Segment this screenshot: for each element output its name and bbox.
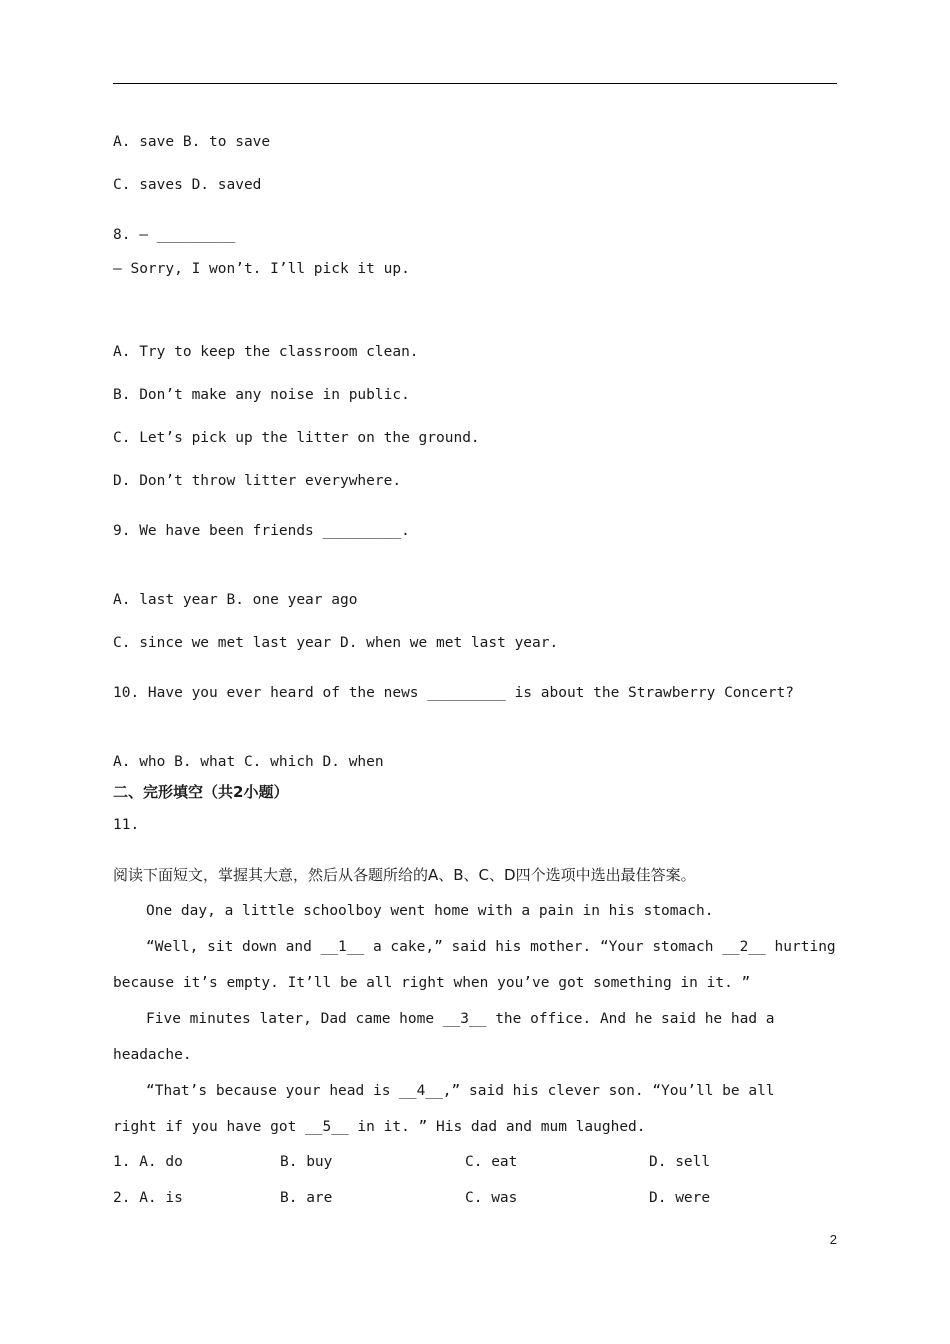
passage-line: Five minutes later, Dad came home __3__ the office. And he said he had a <box>146 1011 775 1027</box>
answer-option-d: D. sell <box>649 1154 711 1170</box>
q9-stem: 9. We have been friends _________. <box>113 523 410 539</box>
section-title: 二、完形填空（共2小题） <box>113 783 289 801</box>
q7-option-line: C. saves D. saved <box>113 177 262 193</box>
passage-line: “That’s because your head is __4__,” said his clever son. “You’ll be all <box>146 1083 775 1099</box>
answer-option-a: 1. A. do <box>113 1154 183 1170</box>
q10-stem: 10. Have you ever heard of the news _________ is about the Strawberry Concert? <box>113 685 794 701</box>
passage-line: because it’s empty. It’ll be all right when you’ve got something in it. ” <box>113 975 751 991</box>
q8-option: A. Try to keep the classroom clean. <box>113 344 419 360</box>
answer-option-d: D. were <box>649 1190 711 1206</box>
page-number: 2 <box>829 1232 837 1247</box>
passage-line: “Well, sit down and __1__ a cake,” said his mother. “Your stomach __2__ hurting <box>146 939 836 955</box>
answer-option-c: C. eat <box>465 1154 518 1170</box>
instruction: 阅读下面短文，掌握其大意，然后从各题所给的A、B、C、D四个选项中选出最佳答案。 <box>113 866 696 884</box>
header-rule <box>113 83 837 84</box>
answer-option-c: C. was <box>465 1190 518 1206</box>
q11-number: 11. <box>113 817 140 833</box>
q10-option-line: A. who B. what C. which D. when <box>113 754 384 770</box>
q7-option-line: A. save B. to save <box>113 134 271 150</box>
q9-option-line: C. since we met last year D. when we met last year. <box>113 635 559 651</box>
q8-option: C. Let’s pick up the litter on the ground. <box>113 430 480 446</box>
answer-option-a: 2. A. is <box>113 1190 183 1206</box>
q9-option-line: A. last year B. one year ago <box>113 592 358 608</box>
passage-line: headache. <box>113 1047 192 1063</box>
q8-stem: 8. — _________ <box>113 227 236 243</box>
answer-option-b: B. are <box>280 1190 333 1206</box>
answer-option-b: B. buy <box>280 1154 333 1170</box>
q8-option: D. Don’t throw litter everywhere. <box>113 473 402 489</box>
passage-line: One day, a little schoolboy went home with a pain in his stomach. <box>146 903 714 919</box>
q8-option: B. Don’t make any noise in public. <box>113 387 410 403</box>
q8-reply: — Sorry, I won’t. I’ll pick it up. <box>113 261 410 277</box>
passage-line: right if you have got __5__ in it. ” His dad and mum laughed. <box>113 1119 646 1135</box>
